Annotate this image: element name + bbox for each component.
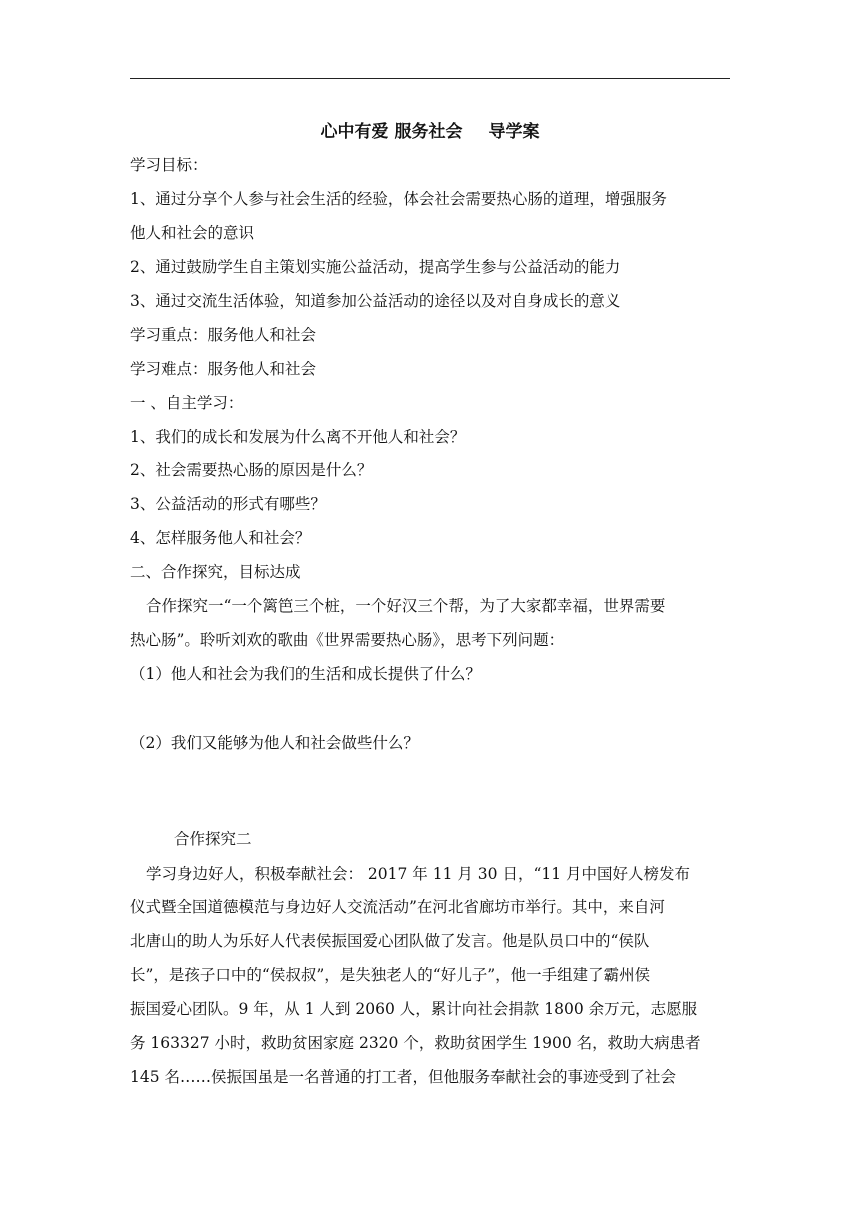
self-study-question-2: 2、社会需要热心肠的原因是什么？ xyxy=(130,461,373,479)
title-main: 心中有爱 服务社会 xyxy=(320,122,463,142)
self-study-question-1: 1、我们的成长和发展为什么离不开他人和社会？ xyxy=(130,428,466,446)
objective-line-2: 他人和社会的意识 xyxy=(130,224,255,242)
difficulty: 学习难点：服务他人和社会 xyxy=(130,360,317,378)
objective-line-1: 1、通过分享个人参与社会生活的经验，体会社会需要热心肠的道理，增强服务 xyxy=(130,190,667,208)
inquiry2-line-2: 仪式暨全国道德模范与身边好人交流活动”在河北省廊坊市举行。其中，来自河 xyxy=(130,898,665,916)
cooperation-heading: 二、合作探究，目标达成 xyxy=(130,563,301,581)
self-study-heading: 一 、自主学习： xyxy=(130,394,244,412)
page-title xyxy=(0,117,860,142)
inquiry2-line-5: 振国爱心团队。9 年，从 1 人到 2060 人，累计向社会捐款 1800 余万元，志愿服 xyxy=(130,1000,698,1018)
key-point: 学习重点：服务他人和社会 xyxy=(130,326,317,344)
self-study-question-3: 3、公益活动的形式有哪些？ xyxy=(130,495,326,513)
inquiry1-line-2: 热心肠”。聆听刘欢的歌曲《世界需要热心肠》，思考下列问题： xyxy=(130,631,565,649)
inquiry2-line-7: 145 名……侯振国虽是一名普通的打工者，但他服务奉献社会的事迹受到了社会 xyxy=(130,1068,677,1086)
objective-line-3: 2、通过鼓励学生自主策划实施公益活动，提高学生参与公益活动的能力 xyxy=(130,258,621,276)
objective-line-4: 3、通过交流生活体验，知道参加公益活动的途径以及对自身成长的意义 xyxy=(130,292,621,310)
inquiry1-line-1: 合作探究一“一个篱笆三个桩，一个好汉三个帮，为了大家都幸福，世界需要 xyxy=(146,597,666,615)
self-study-question-4: 4、怎样服务他人和社会？ xyxy=(130,529,311,547)
header-rule xyxy=(130,78,730,79)
inquiry2-line-4: 长”，是孩子口中的“侯叔叔”，是失独老人的“好儿子”，他一手组建了霸州侯 xyxy=(130,966,651,984)
inquiry1-question-2: （2）我们又能够为他人和社会做些什么？ xyxy=(130,734,419,752)
objectives-heading: 学习目标： xyxy=(130,156,208,174)
inquiry2-line-3: 北唐山的助人为乐好人代表侯振国爱心团队做了发言。他是队员口中的“侯队 xyxy=(130,932,650,950)
inquiry2-heading: 合作探究二 xyxy=(174,830,252,848)
inquiry2-line-6: 务 163327 小时，救助贫困家庭 2320 个，救助贫困学生 1900 名，救助大病患者 xyxy=(130,1034,701,1052)
inquiry1-question-1: （1）他人和社会为我们的生活和成长提供了什么？ xyxy=(130,665,481,683)
title-suffix: 导学案 xyxy=(488,122,540,142)
inquiry2-line-1: 学习身边好人，积极奉献社会： 2017 年 11 月 30 日，“11 月中国好人榜发布 xyxy=(146,865,691,883)
